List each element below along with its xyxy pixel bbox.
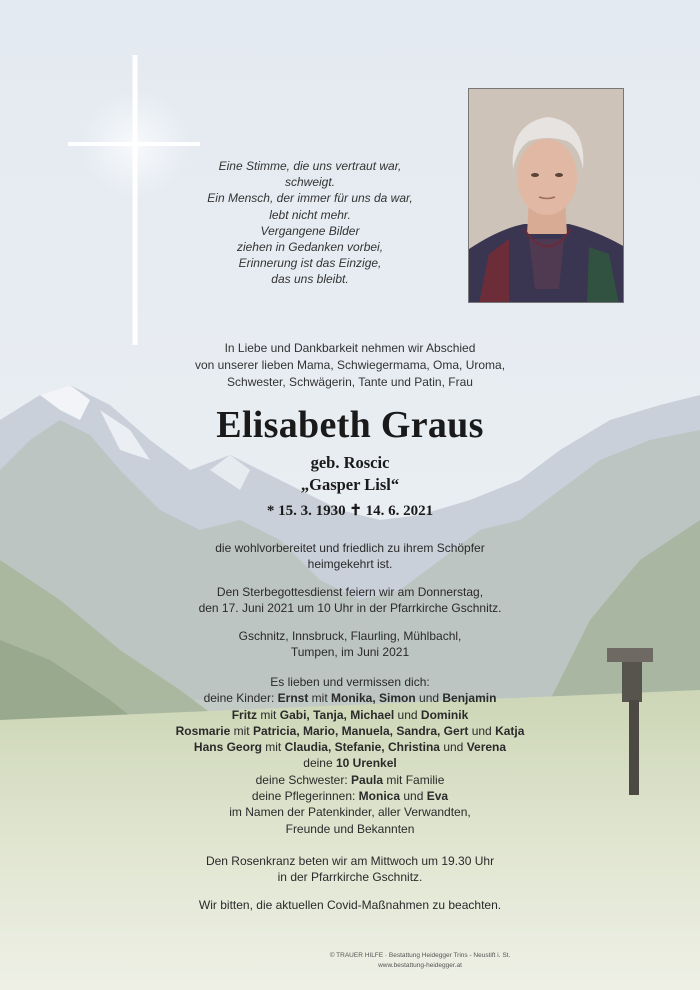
passing-line: die wohlvorbereitet und friedlich zu ihrem Schöpfer: [215, 541, 485, 555]
mourners-intro: Es lieben und vermissen dich:: [270, 675, 430, 689]
place-line: Tumpen, im Juni 2021: [290, 645, 410, 660]
service-line: Den Sterbegottesdienst feiern wir am Donnerstag,: [216, 585, 484, 599]
mourner-line: Fritz mit Gabi, Tanja, Michael und Dominik: [231, 707, 469, 722]
mourner-line: deine Kinder: Ernst mit Monika, Simon und Benjamin: [203, 691, 497, 706]
farewell-intro: [150, 340, 550, 391]
mourner-line: deine Schwester: Paula mit Familie: [255, 772, 445, 787]
nickname: „Gasper Lisl“: [300, 475, 400, 494]
intro-line: von unserer lieben Mama, Schwiegermama, Oma, Uroma,: [194, 358, 506, 372]
service-line: den 17. Juni 2021 um 10 Uhr in der Pfarrkirche Gschnitz.: [198, 601, 502, 616]
footer-credits: [270, 951, 570, 971]
place-date: [150, 628, 550, 661]
intro-line: In Liebe und Dankbarkeit nehmen wir Abschied: [224, 341, 476, 355]
covid-notice: [150, 897, 550, 913]
portrait-photo: [468, 88, 624, 303]
mourner-line: Rosmarie mit Patricia, Mario, Manuela, Sandra, Gert und Katja: [175, 723, 525, 738]
mourner-line: im Namen der Patenkinder, aller Verwandten,: [229, 805, 471, 820]
mourner-line: deine 10 Urenkel: [303, 756, 397, 771]
poem-line: lebt nicht mehr.: [269, 207, 351, 222]
mourners-list: [150, 674, 550, 837]
rosary-line: in der Pfarrkirche Gschnitz.: [277, 870, 423, 885]
mourner-line: Hans Georg mit Claudia, Stefanie, Christina und Verena: [193, 740, 507, 755]
poem-line: Erinnerung ist das Einzige,: [238, 256, 382, 271]
intro-line: Schwester, Schwägerin, Tante und Patin, Frau: [227, 375, 473, 389]
poem-line: ziehen in Gedanken vorbei,: [236, 240, 384, 255]
poem-line: das uns bleibt.: [271, 272, 349, 287]
poem-line: schweigt.: [284, 175, 336, 190]
life-dates: * 15. 3. 1930 ✝ 14. 6. 2021: [266, 503, 434, 519]
maiden-name: geb. Roscic: [310, 453, 390, 472]
poem-line: Eine Stimme, die uns vertraut war,: [218, 159, 402, 173]
footer-website: www.bestattung-heidegger.at: [378, 962, 462, 969]
poem-line: Vergangene Bilder: [260, 223, 360, 238]
poem-line: Ein Mensch, der immer für uns da war,: [207, 191, 413, 206]
passing-line: heimgekehrt ist.: [307, 557, 393, 572]
rosary-info: [150, 853, 550, 886]
mourner-line: Freunde und Bekannten: [285, 821, 415, 836]
covid-line: Wir bitten, die aktuellen Covid-Maßnahmen zu beachten.: [198, 898, 502, 912]
footer-copyright: © TRAUER HILFE · Bestattung Heidegger Trins - Neustift i. St.: [329, 952, 511, 959]
mourner-line: deine Pflegerinnen: Monica und Eva: [251, 789, 449, 804]
deceased-name: Elisabeth Graus: [216, 404, 484, 446]
place-line: Gschnitz, Innsbruck, Flaurling, Mühlbachl,: [238, 629, 462, 643]
passing-text: [150, 540, 550, 573]
funeral-service: [150, 584, 550, 617]
rosary-line: Den Rosenkranz beten wir am Mittwoch um 19.30 Uhr: [205, 854, 495, 868]
memorial-poem: [170, 158, 450, 288]
birth-names: [150, 452, 550, 496]
